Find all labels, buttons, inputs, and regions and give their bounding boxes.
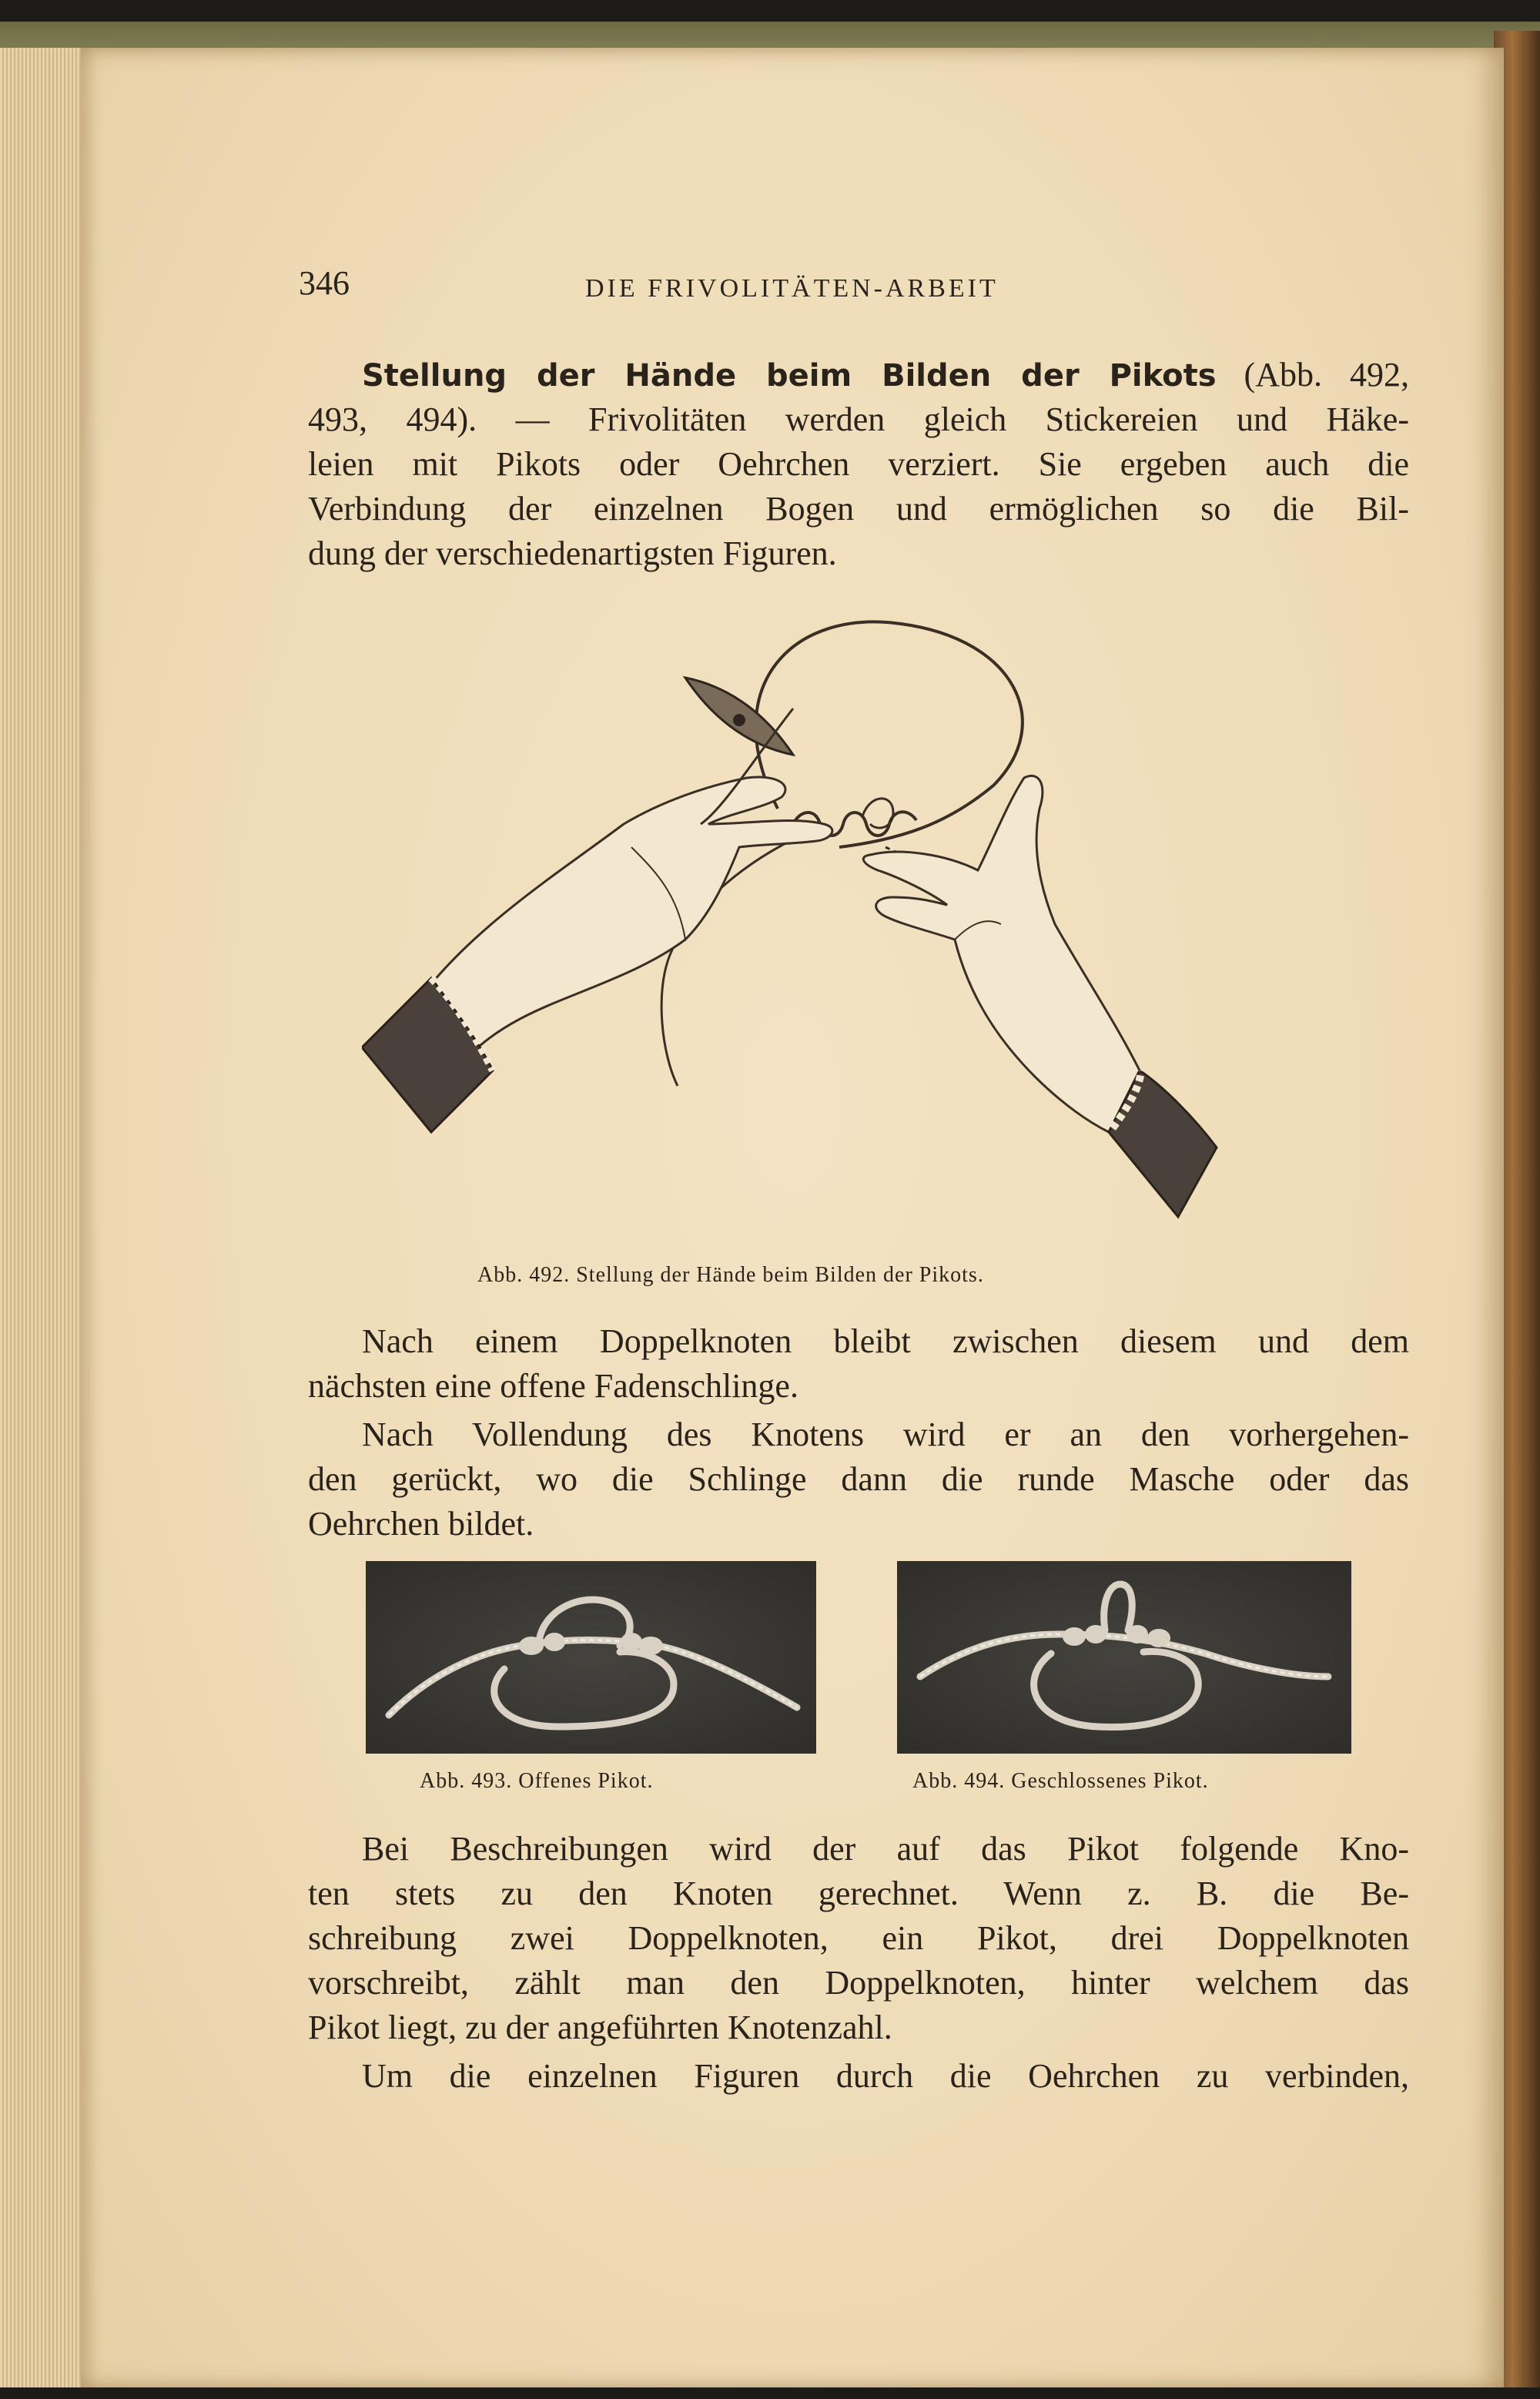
figure-493-caption: Abb. 493. Offenes Pikot. — [420, 1769, 654, 1793]
paragraph-4-line-3: schreibung zwei Doppelknoten, ein Pikot, drei Doppelknoten — [308, 1919, 1409, 1957]
paragraph-4-line-1: Bei Beschreibungen wird der auf das Pikot folgende Kno- — [362, 1830, 1409, 1868]
figure-494-caption: Abb. 494. Geschlossenes Pikot. — [912, 1769, 1209, 1793]
paragraph-3-line-1: Nach Vollendung des Knotens wird er an den vorhergehen- — [362, 1416, 1409, 1453]
figure-492-hands-illustration — [362, 593, 1332, 1263]
paragraph-2-line-2: nächsten eine offene Fadenschlinge. — [308, 1367, 798, 1405]
closed-picot-illustration — [897, 1561, 1351, 1754]
figure-492-caption: Abb. 492. Stellung der Hände beim Bilden der Pikots. — [477, 1263, 984, 1287]
figure-494-plate — [897, 1561, 1351, 1754]
paragraph-3-line-3: Oehrchen bildet. — [308, 1505, 534, 1543]
page-number: 346 — [299, 264, 350, 302]
paragraph-1-line-1: Stellung der Hände beim Bilden der Pikots (Abb. 492, — [362, 356, 1409, 394]
section-heading: Stellung der Hände beim Bilden der Pikots — [362, 358, 1217, 394]
paragraph-4-line-5: Pikot liegt, zu der angeführten Knotenzahl. — [308, 2009, 892, 2046]
open-picot-illustration — [366, 1561, 816, 1754]
paragraph-1-line-3: leien mit Pikots oder Oehrchen verziert. Sie ergeben auch die — [308, 445, 1409, 483]
running-title: DIE FRIVOLITÄTEN-ARBEIT — [585, 274, 999, 303]
book-bottom-edge — [0, 2387, 1540, 2399]
paragraph-1-line-4: Verbindung der einzelnen Bogen und ermöglichen so die Bil- — [308, 490, 1409, 528]
paragraph-4-line-2: ten stets zu den Knoten gerechnet. Wenn z. B. die Be- — [308, 1875, 1409, 1912]
figure-493-plate — [366, 1561, 816, 1754]
shuttle-icon — [685, 678, 793, 755]
paragraph-5-line-1: Um die einzelnen Figuren durch die Oehrchen zu verbinden, — [362, 2057, 1409, 2095]
paragraph-3-line-2: den gerückt, wo die Schlinge dann die runde Masche oder das — [308, 1460, 1409, 1498]
paragraph-1-line-5: dung der verschiedenartigsten Figuren. — [308, 534, 837, 572]
paragraph-4-line-4: vorschreibt, zählt man den Doppelknoten, hinter welchem das — [308, 1964, 1409, 2002]
left-hand-illustration — [424, 709, 832, 1055]
page-edges — [0, 48, 89, 2389]
paragraph-1-line-2: 493, 494). — Frivolitäten werden gleich Stickereien und Häke- — [308, 400, 1409, 438]
paragraph-2-line-1: Nach einem Doppelknoten bleibt zwischen diesem und dem — [362, 1322, 1409, 1360]
right-hand-illustration — [863, 776, 1140, 1132]
